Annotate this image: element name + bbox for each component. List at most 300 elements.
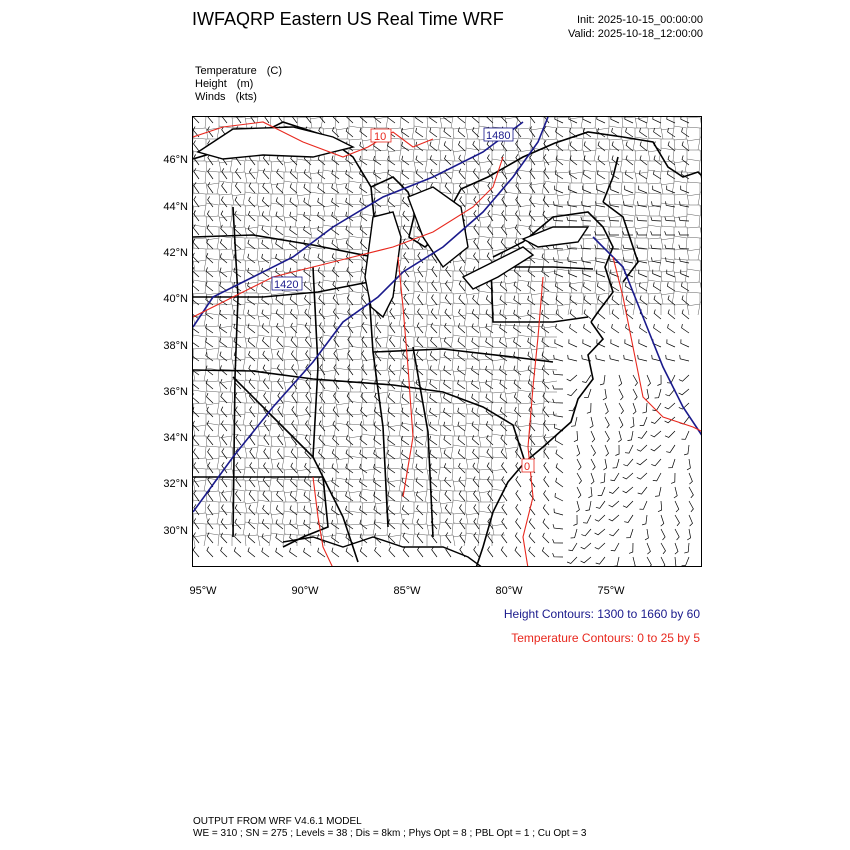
county-line [492,227,505,238]
wind-barb [581,543,591,549]
wind-barb [318,155,325,165]
county-line [219,381,232,392]
wind-barb [661,543,666,554]
wind-barb [651,445,661,451]
county-line [544,381,557,392]
wind-barb [502,518,507,529]
county-line [387,523,401,535]
county-line [452,523,466,535]
wind-barb [459,463,465,473]
county-line [231,237,245,249]
county-line [700,183,702,194]
county-line [231,347,245,359]
county-line [271,381,284,392]
county-line [453,403,466,414]
wind-barb [334,350,339,361]
wind-barb [584,324,591,333]
county-line [310,205,323,216]
wind-barb [193,338,199,347]
wind-barb [637,473,647,479]
wind-barb [264,392,269,403]
wind-barb [473,463,479,473]
county-line [362,117,375,128]
county-line [686,292,700,304]
wind-barb [207,393,214,403]
county-line [218,424,232,436]
wind-barb [613,557,619,566]
county-line [438,137,453,150]
wind-barb [193,225,199,236]
wind-barb [581,557,591,563]
field-temperature: Temperature (C) [195,65,283,77]
wind-barb [553,539,563,543]
wind-barb [595,231,605,235]
county-line [335,336,349,348]
county-line [685,159,700,172]
county-line [323,458,336,469]
wind-barb [543,505,549,516]
wind-barb [292,420,297,431]
wind-barb [221,211,227,221]
wind-barb [628,431,634,441]
county-lines [193,117,702,546]
wind-barb [236,117,241,123]
county-line [569,160,583,172]
wind-barb [629,543,633,553]
county-line [245,205,258,216]
wind-barb [639,186,647,193]
wind-barb [346,506,353,515]
county-line [193,480,206,491]
county-line [699,160,702,172]
wind-barb [347,407,353,417]
lat-label: 36°N [163,386,188,398]
county-line [556,182,570,194]
wind-barb [647,543,650,554]
wind-barb [207,533,213,543]
wind-barb [430,142,437,151]
wind-barb [626,128,633,137]
wind-barb [193,281,199,291]
county-line [336,348,349,359]
wind-barb [236,491,242,502]
county-line [504,215,518,227]
wind-barb [445,309,451,319]
county-line [388,150,401,161]
wind-barb [459,309,465,319]
wind-barb [613,459,619,468]
map-panel [192,116,702,567]
wind-barb [556,450,563,459]
wind-barb [609,487,619,494]
field-list [195,65,282,104]
county-line [686,127,700,139]
wind-barb [684,543,689,553]
wind-barb [567,245,577,249]
wind-barb [333,267,340,277]
county-line [517,303,531,315]
county-line [282,291,297,304]
county-line [543,204,557,216]
wind-barb [236,420,241,431]
county-line [465,501,479,513]
county-line [308,247,323,260]
wind-barb [567,217,577,221]
wind-barb [570,324,577,333]
lat-label: 30°N [163,525,188,537]
county-line [361,457,375,469]
county-line [426,292,440,304]
wind-barb [416,422,423,431]
wind-barb [574,431,578,442]
wind-barb [458,408,465,417]
wind-barb [514,338,521,347]
county-line [622,117,635,128]
county-line [438,357,453,370]
temperature-legend: Temperature Contours: 0 to 25 by 5 [511,631,700,645]
county-line [348,424,362,436]
county-line [284,359,297,370]
county-line [581,170,596,183]
wind-barb [544,476,549,487]
wind-barb [332,212,339,221]
wind-barb [516,448,522,459]
wind-barb [689,487,693,498]
county-line [427,392,440,403]
wind-barb [234,547,241,557]
county-line [466,513,479,524]
wind-barb [679,389,689,395]
county-line [451,500,466,513]
wind-barb [320,407,326,418]
county-line [685,269,700,282]
wind-barb [304,548,311,557]
wind-barb [416,128,423,137]
wind-barb [596,501,605,508]
wind-barb [639,282,647,291]
wind-barb [684,445,689,455]
county-line [335,226,349,238]
wind-barb [430,464,437,474]
wind-barb [263,491,269,501]
wind-barb [276,520,283,530]
county-line [347,291,362,304]
county-line [399,368,414,381]
wind-barb [591,445,596,456]
county-line [440,150,453,161]
wind-barb [666,201,676,207]
wind-barb [583,339,591,347]
county-line [687,117,700,128]
county-line [297,502,310,513]
wind-barb [332,127,339,137]
county-line [282,346,297,359]
lat-label: 40°N [163,293,188,305]
county-line [284,491,297,502]
county-line [360,434,375,447]
wind-barb [584,142,591,152]
wind-barb [388,142,395,151]
county-line [193,335,206,348]
wind-barb [332,548,339,557]
county-line [374,380,388,392]
county-line [282,456,297,469]
county-line [193,513,206,524]
wind-barb [346,117,353,123]
wind-barb [194,518,199,529]
wind-barb [446,266,451,277]
wind-barb [458,323,465,333]
county-line [349,414,362,425]
county-line [674,161,687,172]
county-line [492,337,505,348]
wind-barb [640,128,647,137]
county-line [243,357,258,370]
wind-barb [389,351,395,361]
county-line [269,313,284,326]
county-line [672,126,687,139]
wind-barb [554,509,563,515]
wind-barb [647,375,651,386]
wind-barb [346,184,353,193]
wind-barb [612,310,619,320]
county-line [660,281,674,293]
county-line [205,501,219,513]
wind-barb [262,240,269,249]
wind-barb [680,355,689,361]
county-line [193,348,206,359]
wind-barb [577,473,582,484]
county-line [401,128,414,139]
county-line [465,446,479,458]
county-line [544,304,557,315]
lat-label: 38°N [163,340,188,352]
county-line [503,192,518,205]
wind-barb [388,408,395,418]
county-line [440,502,453,513]
wind-barb [530,197,536,208]
wind-barb [249,169,255,180]
wind-barb [623,245,633,249]
wind-barb [249,505,255,515]
wind-barb [652,403,661,411]
county-line [426,402,440,414]
wind-barb [402,436,409,445]
county-line [360,489,375,502]
wind-barb [390,337,396,348]
county-line [295,489,310,502]
wind-barb [318,170,325,179]
county-line [323,315,336,326]
county-line [245,392,258,403]
county-line [516,170,531,183]
county-line [296,457,310,469]
wind-barb [543,533,549,543]
wind-barb [402,505,409,515]
county-line [349,216,362,227]
county-line [243,192,258,205]
county-line [674,139,687,150]
county-line [206,128,219,139]
wind-barb [404,280,409,291]
wind-barb [605,417,609,428]
county-line [427,337,440,348]
county-line [297,392,310,403]
county-line [518,403,531,414]
wind-barb [444,422,451,431]
wind-barb [666,445,675,453]
county-line [700,238,702,249]
wind-barb [640,417,647,425]
wind-barb [668,324,675,333]
county-line [660,226,674,238]
wind-barb [473,477,479,487]
wind-barb [682,128,689,137]
wind-barb [278,449,284,460]
county-line [374,325,388,337]
county-line [362,469,375,480]
county-line [297,337,310,348]
wind-barb [651,417,661,424]
county-line [479,414,492,425]
wind-barb [403,351,409,361]
wind-barb [249,519,255,529]
county-line [205,281,219,293]
county-line [231,402,245,414]
county-line [491,292,505,304]
county-line [687,139,700,150]
wind-barb [681,339,689,347]
wind-barb [655,389,661,398]
wind-barb [206,379,213,389]
county-line [557,172,570,183]
wind-barb [403,533,409,543]
wind-barb [474,490,480,501]
county-line [451,280,466,293]
wind-barb [609,501,619,507]
wind-barb [542,365,549,375]
county-line [517,193,531,205]
county-line [700,150,702,161]
wind-barb [666,355,675,361]
wind-barb [595,515,605,521]
wind-barb [516,140,521,151]
wind-barb [416,408,423,417]
wind-barb [418,294,423,305]
county-line [453,370,466,381]
county-line [284,326,297,337]
county-line [687,282,700,293]
wind-barb [472,394,479,403]
county-line [518,183,531,194]
wind-barb [486,338,493,347]
county-line [529,423,544,436]
wind-barb [444,352,451,362]
wind-barb [403,211,409,221]
wind-barb [444,337,451,347]
wind-barb [291,477,297,487]
wind-barb [222,182,227,193]
county-line [323,183,336,194]
wind-barb [222,448,227,459]
county-line [426,127,440,139]
wind-barb [221,547,227,557]
wind-barb [570,296,577,306]
wind-barb [638,355,647,361]
county-line [440,172,453,183]
wind-barb [553,385,563,389]
county-line [412,291,427,304]
wind-barb [640,501,648,509]
county-line [362,502,375,513]
county-line [230,159,245,172]
wind-barb [390,322,395,333]
county-line [399,478,414,491]
county-line [633,192,648,205]
wind-barb [474,238,479,249]
wind-barb [681,186,689,193]
wind-barb [361,393,367,403]
wind-barb [573,515,577,526]
county-line [400,501,414,513]
county-line [609,194,622,205]
county-line [347,346,362,359]
county-line [635,172,648,183]
wind-barb [633,389,637,400]
wind-barb [544,126,549,137]
county-line [583,293,596,304]
wind-barb [262,226,269,235]
wind-barb [248,337,255,347]
county-line [531,436,544,447]
county-line [309,215,323,227]
wind-barb [389,365,395,375]
county-line [217,181,232,194]
wind-barb [250,406,255,417]
wind-barb [304,254,311,263]
wind-barb [292,392,297,403]
wind-barb [598,156,605,166]
wind-barb [222,168,227,179]
county-line [425,324,440,337]
wind-barb [651,231,661,235]
county-line [219,491,232,502]
wind-barb [417,337,423,347]
wind-barb [569,339,577,347]
county-line [348,259,362,271]
county-line [232,359,245,370]
county-line [440,480,453,491]
wind-barb [553,553,563,557]
county-line [505,370,518,381]
county-line [375,425,388,436]
wind-barb [611,543,619,551]
county-line [321,117,336,128]
county-line [673,204,687,216]
county-line [492,535,505,546]
wind-barb [375,547,381,557]
county-line [413,534,427,546]
wind-barb [360,128,367,137]
wind-barb [362,365,368,376]
wind-barb [388,478,395,487]
wind-barb [516,518,521,529]
wind-barb [642,515,647,525]
county-line [478,479,492,491]
county-line [647,248,661,260]
wind-barb [501,141,507,152]
county-line [232,249,245,260]
